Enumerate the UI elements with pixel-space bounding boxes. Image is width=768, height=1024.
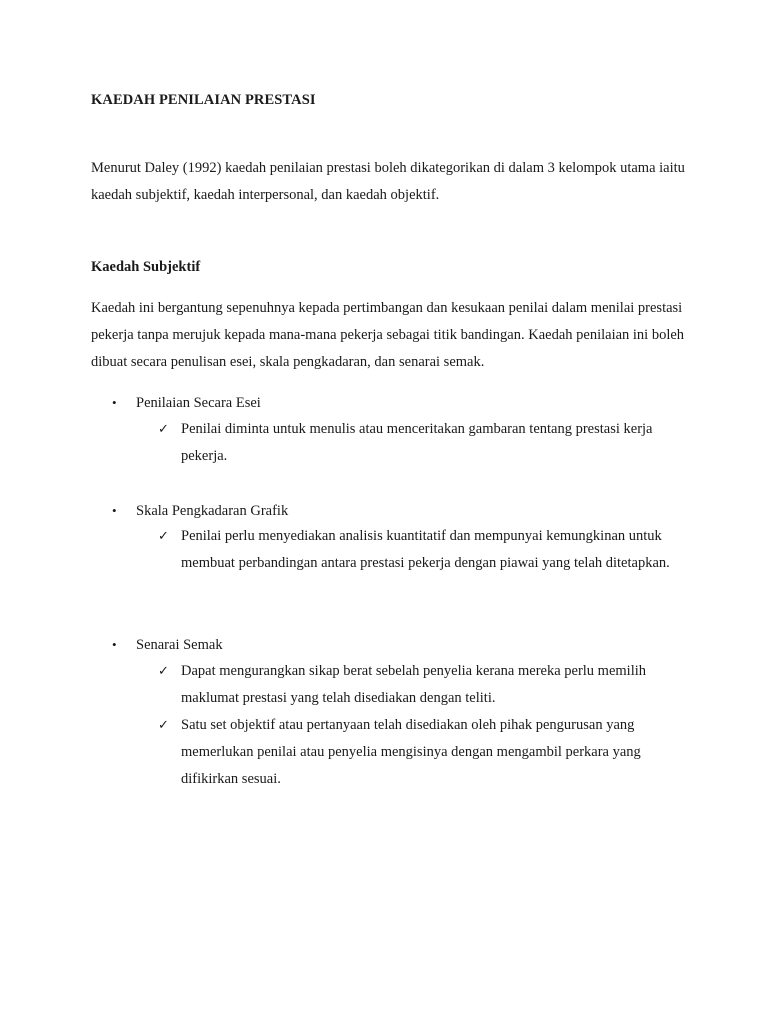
section-heading: Kaedah Subjektif	[91, 259, 201, 275]
check-list-item	[158, 712, 678, 793]
check-list-item	[158, 658, 678, 712]
checkmark-icon: ✓	[158, 422, 169, 437]
document-title: KAEDAH PENILAIAN PRESTASI	[91, 92, 316, 108]
list-item-bullet	[112, 389, 261, 417]
list-item-label: Penilaian Secara Esei	[136, 395, 261, 411]
checkmark-icon: ✓	[158, 664, 169, 679]
list-item-label: Skala Pengkadaran Grafik	[136, 503, 289, 519]
check-list-item	[158, 523, 678, 577]
list-item-bullet	[112, 497, 288, 525]
check-item-text: Dapat mengurangkan sikap berat sebelah penyelia kerana mereka perlu memilih maklumat prestasi yang telah disediakan dengan teliti.	[181, 663, 647, 706]
bullet-icon: •	[112, 503, 117, 518]
bullet-icon: •	[112, 637, 117, 652]
check-item-text: Penilai perlu menyediakan analisis kuantitatif dan mempunyai kemungkinan untuk membuat perbandingan antara prestasi pekerja dengan piawai yang telah ditetapkan.	[181, 528, 670, 571]
section-paragraph: Kaedah ini bergantung sepenuhnya kepada pertimbangan dan kesukaan penilai dalam menilai prestasi pekerja tanpa merujuk kepada mana-mana pekerja sebagai titik bandingan. Kaedah penilaian ini boleh dibuat secara penulisan esei, skala pengkadaran, dan senarai semak.	[91, 300, 685, 370]
check-item-text: Penilai diminta untuk menulis atau menceritakan gambaran tentang prestasi kerja pekerja.	[181, 421, 653, 464]
intro-paragraph: Menurut Daley (1992) kaedah penilaian prestasi boleh dikategorikan di dalam 3 kelompok utama iaitu kaedah subjektif, kaedah interpersonal, dan kaedah objektif.	[91, 160, 685, 203]
checkmark-icon: ✓	[158, 529, 169, 544]
checkmark-icon: ✓	[158, 718, 169, 733]
check-list-item	[158, 416, 678, 470]
check-item-text: Satu set objektif atau pertanyaan telah disediakan oleh pihak pengurusan yang memerlukan penilai atau penyelia mengisinya dengan mengambil perkara yang difikirkan sesuai.	[181, 717, 641, 787]
list-item-bullet	[112, 631, 223, 659]
list-item-label: Senarai Semak	[136, 637, 223, 653]
bullet-icon: •	[112, 395, 117, 410]
